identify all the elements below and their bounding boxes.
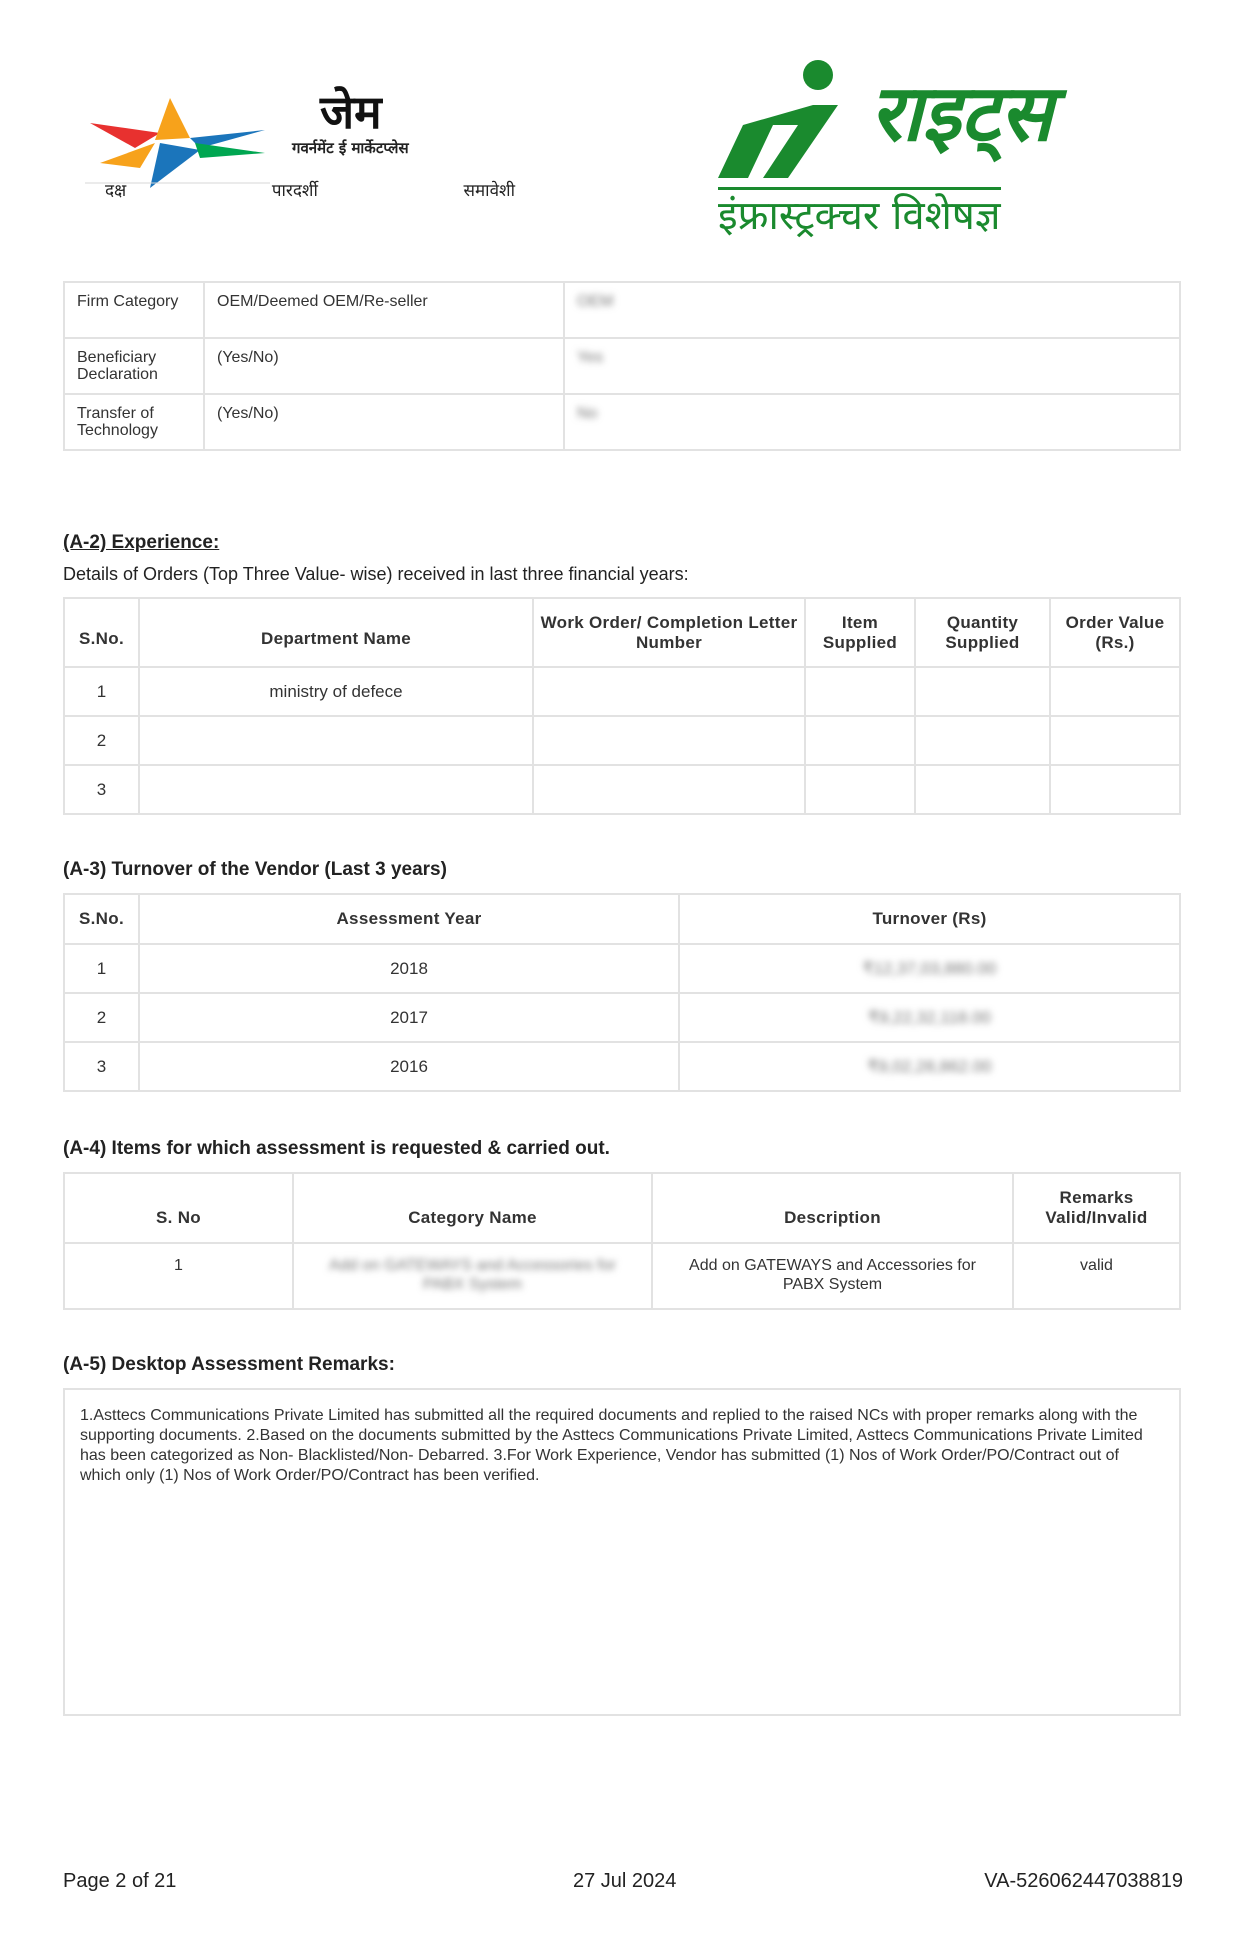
table-cell: 2016 xyxy=(139,1042,679,1091)
table-cell: 1 xyxy=(64,1243,293,1309)
table-cell: ₹9,02,28,862.00 xyxy=(679,1042,1180,1091)
turnover-heading: (A-3) Turnover of the Vendor (Last 3 years) xyxy=(63,859,447,880)
table-cell: 3 xyxy=(64,765,139,814)
column-header: Quantity Supplied xyxy=(915,598,1050,667)
table-cell xyxy=(1050,765,1180,814)
table-cell: ₹12,37,03,880.00 xyxy=(679,944,1180,993)
table-cell xyxy=(1050,716,1180,765)
column-header: Item Supplied xyxy=(805,598,915,667)
rites-logo xyxy=(718,55,1178,239)
table-cell xyxy=(915,765,1050,814)
gem-title: जेम xyxy=(320,85,382,139)
table-cell xyxy=(1050,667,1180,716)
footer-reference: VA-526062447038819 xyxy=(984,1870,1183,1892)
gem-subtitle: गवर्नमेंट ई मार्केटप्लेस xyxy=(292,139,409,157)
firm-info-table xyxy=(63,281,1181,451)
table-row xyxy=(64,716,1180,765)
table-cell: ministry of defece xyxy=(139,667,533,716)
table-row xyxy=(64,993,1180,1042)
rites-subtitle: इंफ्रास्ट्रक्चर विशेषज्ञ xyxy=(718,187,1001,236)
table-row xyxy=(64,1243,1180,1309)
column-header: Order Value (Rs.) xyxy=(1050,598,1180,667)
firm-row-label: Beneficiary Declaration xyxy=(64,338,204,394)
table-cell: 1 xyxy=(64,944,139,993)
column-header: S.No. xyxy=(64,894,139,944)
column-header: S.No. xyxy=(64,598,139,667)
table-cell: ₹9,22,32,118.00 xyxy=(679,993,1180,1042)
rites-title: राइट्स xyxy=(870,69,1053,159)
table-row xyxy=(64,765,1180,814)
table-cell xyxy=(139,716,533,765)
firm-row-label: Firm Category xyxy=(64,282,204,338)
table-row xyxy=(64,944,1180,993)
experience-table xyxy=(63,597,1181,815)
experience-heading: (A-2) Experience: xyxy=(63,532,220,553)
table-cell xyxy=(915,667,1050,716)
turnover-table xyxy=(63,893,1181,1092)
firm-row-hint: (Yes/No) xyxy=(204,338,564,394)
gem-tag-2: पारदर्शी xyxy=(271,181,318,201)
items-heading: (A-4) Items for which assessment is requested & carried out. xyxy=(63,1138,610,1159)
gem-tag-1: दक्ष xyxy=(105,181,127,201)
rites-mark-icon xyxy=(718,55,848,185)
remarks-text: 1.Asttecs Communications Private Limited has submitted all the required documents and replied to the raised NCs with proper remarks along with the supporting documents. 2.Based on the documents submitted by the Asttecs Communications Private Limited, Asttecs Communications Private Limited has been categorized as Non- Blacklisted/Non- Debarred. 3.For Work Experience, Vendor has submitted (1) Nos of Work Order/PO/Contract out of which only (1) Nos of Work Order/PO/Contract has been verified. xyxy=(80,1407,1143,1484)
table-cell xyxy=(915,716,1050,765)
column-header: Description xyxy=(652,1173,1013,1243)
table-cell: valid xyxy=(1013,1243,1180,1309)
table-cell xyxy=(805,667,915,716)
column-header: Work Order/ Completion Letter Number xyxy=(533,598,805,667)
table-row xyxy=(64,1042,1180,1091)
gem-logo xyxy=(80,80,520,210)
firm-row xyxy=(64,282,1180,338)
table-cell xyxy=(533,765,805,814)
table-row xyxy=(64,667,1180,716)
experience-subtext: Details of Orders (Top Three Value- wise) received in last three financial years: xyxy=(63,564,689,584)
table-cell: 2 xyxy=(64,716,139,765)
table-cell: Add on GATEWAYS and Accessories for PABX System xyxy=(293,1243,652,1309)
table-cell: 2017 xyxy=(139,993,679,1042)
column-header: Assessment Year xyxy=(139,894,679,944)
column-header: Turnover (Rs) xyxy=(679,894,1180,944)
items-table xyxy=(63,1172,1181,1310)
firm-row-hint: (Yes/No) xyxy=(204,394,564,450)
remarks-heading: (A-5) Desktop Assessment Remarks: xyxy=(63,1354,395,1375)
firm-row-label: Transfer of Technology xyxy=(64,394,204,450)
table-cell xyxy=(533,667,805,716)
table-cell xyxy=(805,716,915,765)
page-number: Page 2 of 21 xyxy=(63,1870,177,1892)
column-header: Department Name xyxy=(139,598,533,667)
gem-tag-3: समावेशी xyxy=(463,181,515,201)
firm-row-value: No xyxy=(564,394,1180,450)
footer-date: 27 Jul 2024 xyxy=(573,1870,677,1892)
table-cell: 2018 xyxy=(139,944,679,993)
firm-row xyxy=(64,338,1180,394)
table-cell: 2 xyxy=(64,993,139,1042)
table-cell: Add on GATEWAYS and Accessories for PABX System xyxy=(652,1243,1013,1309)
table-cell: 1 xyxy=(64,667,139,716)
column-header: Category Name xyxy=(293,1173,652,1243)
table-cell xyxy=(533,716,805,765)
firm-row-value: OEM xyxy=(564,282,1180,338)
table-cell: 3 xyxy=(64,1042,139,1091)
gem-tagline xyxy=(105,178,515,201)
firm-row xyxy=(64,394,1180,450)
column-header: S. No xyxy=(64,1173,293,1243)
column-header: Remarks Valid/Invalid xyxy=(1013,1173,1180,1243)
firm-row-value: Yes xyxy=(564,338,1180,394)
remarks-box xyxy=(63,1388,1181,1716)
table-cell xyxy=(139,765,533,814)
firm-row-hint: OEM/Deemed OEM/Re-seller xyxy=(204,282,564,338)
table-cell xyxy=(805,765,915,814)
